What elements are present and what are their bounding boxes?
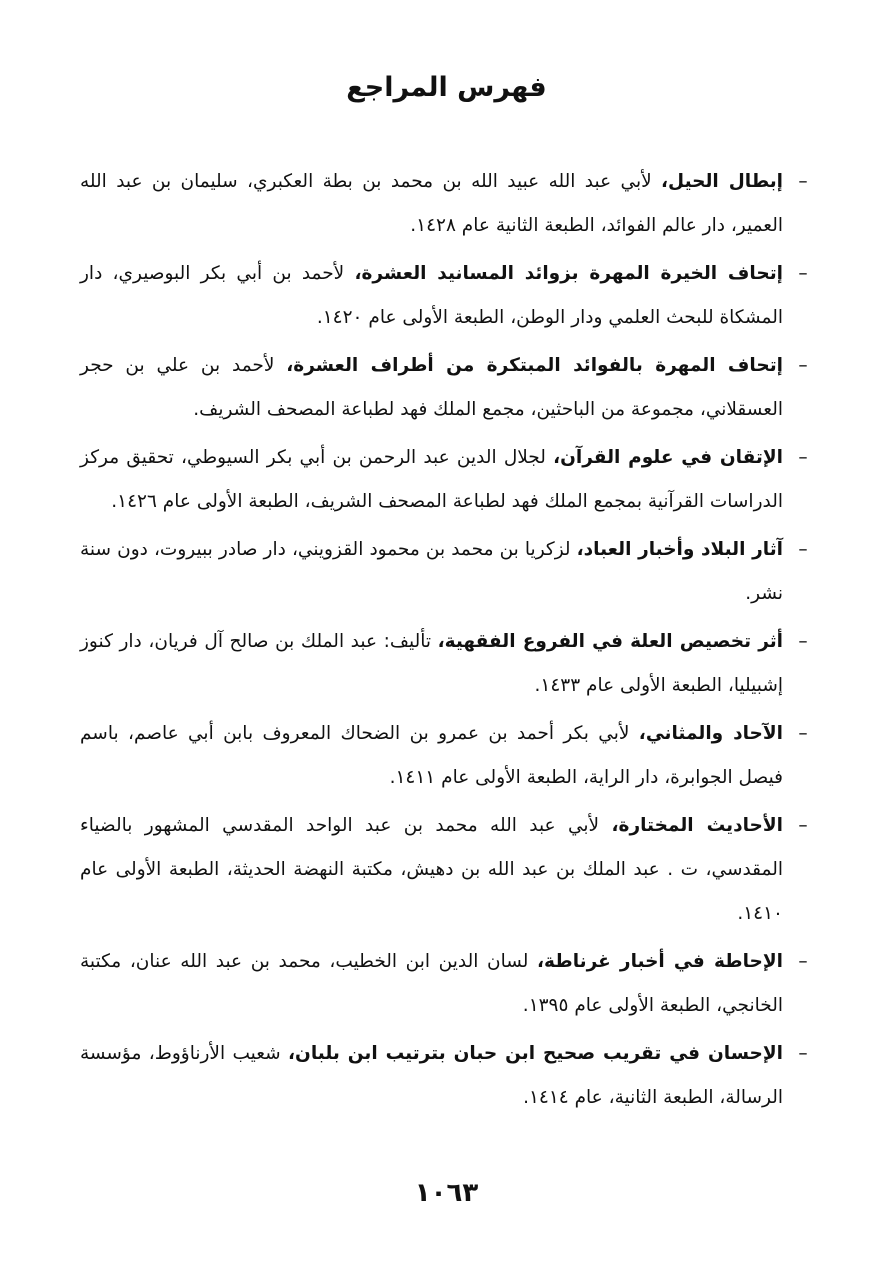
reference-entry (80, 620, 813, 708)
reference-title: آثار البلاد وأخبار العباد، (576, 539, 783, 560)
reference-title: إبطال الحيل، (661, 171, 783, 192)
list-dash: – (798, 815, 808, 836)
list-dash: – (798, 951, 808, 972)
page-number: ١٠٦٣ (414, 1178, 479, 1208)
reference-title: الإتقان في علوم القرآن، (553, 447, 783, 468)
list-dash: – (798, 171, 808, 192)
reference-entry (80, 252, 813, 340)
reference-entry (80, 528, 813, 616)
reference-details: لأبي عبد الله محمد بن عبد الواحد المقدسي المشهور بالضياء المقدسي، ت . عبد الملك بن عبد الله بن دهيش، مكتبة النهضة الحديثة، الطبعة الأولى عام ١٤١٠. (80, 815, 783, 924)
reference-title: إتحاف الخيرة المهرة بزوائد المسانيد العشرة، (354, 263, 783, 284)
list-dash: – (798, 539, 808, 560)
list-dash: – (798, 263, 808, 284)
list-dash: – (798, 355, 808, 376)
reference-title: الآحاد والمثاني، (638, 723, 783, 744)
reference-entry (80, 1032, 813, 1120)
reference-title: أثر تخصيص العلة في الفروع الفقهية، (437, 631, 783, 652)
references-list (80, 160, 813, 1124)
reference-details: تأليف: عبد الملك بن صالح آل فريان، دار كنوز إشبيليا، الطبعة الأولى عام ١٤٣٣. (80, 631, 783, 696)
reference-details: لجلال الدين عبد الرحمن بن أبي بكر السيوطي، تحقيق مركز الدراسات القرآنية بمجمع الملك فهد لطباعة المصحف الشريف، الطبعة الأولى عام ١٤٢٦. (80, 447, 783, 512)
reference-title: الإحسان في تقريب صحيح ابن حبان بترتيب ابن بلبان، (288, 1043, 783, 1064)
reference-entry (80, 344, 813, 432)
reference-details: شعيب الأرناؤوط، مؤسسة الرسالة، الطبعة الثانية، عام ١٤١٤. (80, 1043, 783, 1108)
reference-title: الإحاطة في أخبار غرناطة، (537, 951, 783, 972)
reference-entry (80, 436, 813, 524)
reference-details: لأحمد بن أبي بكر البوصيري، دار المشكاة للبحث العلمي ودار الوطن، الطبعة الأولى عام ١٤٢٠. (80, 263, 783, 328)
reference-details: لسان الدين ابن الخطيب، محمد بن عبد الله عنان، مكتبة الخانجي، الطبعة الأولى عام ١٣٩٥. (80, 951, 783, 1016)
reference-details: لأحمد بن علي بن حجر العسقلاني، مجموعة من الباحثين، مجمع الملك فهد لطباعة المصحف الشريف. (80, 355, 783, 420)
list-dash: – (798, 631, 808, 652)
page-title: فهرس المراجع (346, 72, 547, 103)
reference-entry (80, 940, 813, 1028)
list-dash: – (798, 723, 808, 744)
list-dash: – (798, 447, 808, 468)
reference-details: لزكريا بن محمد بن محمود القزويني، دار صادر ببيروت، دون سنة نشر. (80, 539, 783, 604)
reference-details: لأبي عبد الله عبيد الله بن محمد بن بطة العكبري، سليمان بن عبد الله العمير، دار عالم الفوائد، الطبعة الثانية عام ١٤٢٨. (80, 171, 783, 236)
list-dash: – (798, 1043, 808, 1064)
reference-entry (80, 804, 813, 936)
reference-title: الأحاديث المختارة، (611, 815, 783, 836)
reference-entry (80, 712, 813, 800)
reference-details: لأبي بكر أحمد بن عمرو بن الضحاك المعروف بابن أبي عاصم، باسم فيصل الجوابرة، دار الراية، الطبعة الأولى عام ١٤١١. (80, 723, 783, 788)
reference-entry (80, 160, 813, 248)
reference-title: إتحاف المهرة بالفوائد المبتكرة من أطراف العشرة، (286, 355, 783, 376)
